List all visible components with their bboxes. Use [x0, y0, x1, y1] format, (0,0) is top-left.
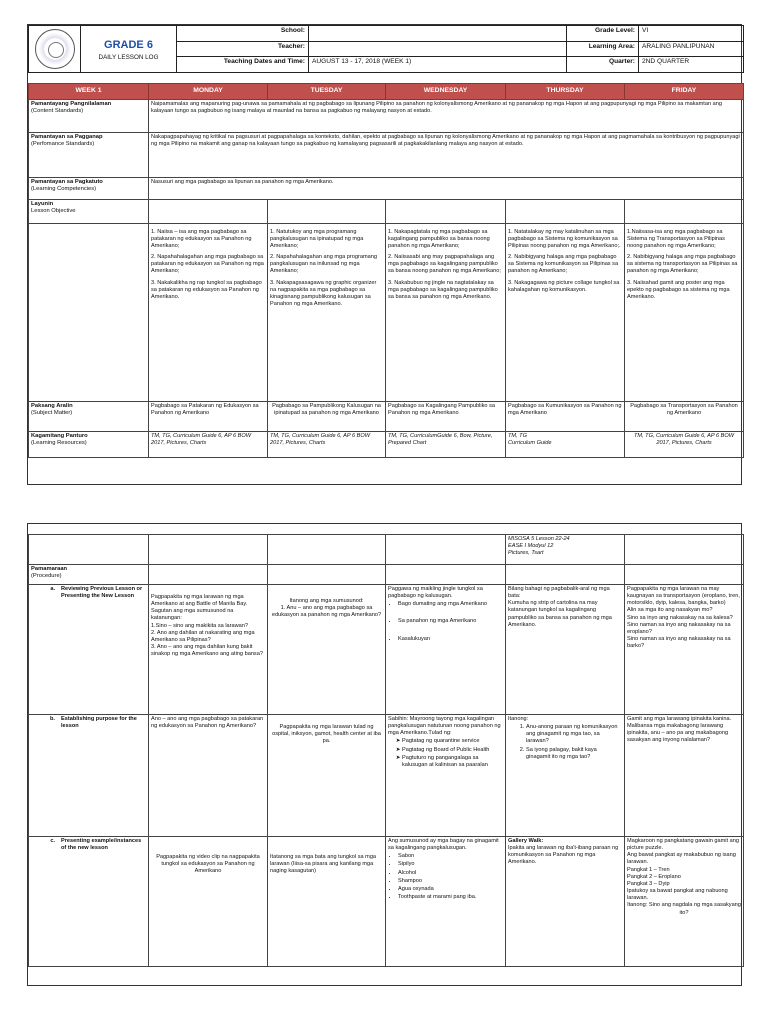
content-standards-row — [29, 99, 744, 132]
b-monday: Ano – ano ang mga pagbabago sa patakaran ng edukasyon sa Panahon ng Amerikano? — [149, 715, 268, 837]
resources-wednesday: TM, TG, CurriculumGuide 6, Bow, Picture, Prepared Chart — [386, 431, 506, 457]
quarter-value[interactable]: 2ND QUARTER — [639, 57, 744, 73]
row-label: Paksang Aralin (Subject Matter) — [29, 401, 149, 431]
procedure-table — [28, 534, 744, 967]
grade-title: GRADE 6 — [104, 39, 153, 52]
col-wednesday: WEDNESDAY — [386, 84, 506, 100]
subject-thursday: Pagbabago sa Kumunikasyon sa Panahon ng mga Amerikano — [506, 401, 625, 431]
page-1 — [27, 24, 742, 485]
c-thursday: Gallery Walk: Ipakita ang larawan ng iba't-ibang paraan ng komunikasyon sa Panahon ng mga Amerikano. — [506, 837, 625, 967]
b-thursday: Itanong: 1. Anu-anong paraan ng komunikasyon ang ginagamit ng mga tao, sa larawan? 2. Sa iyong palagay, bakit kaya ginagamit ito ng mga tao? — [506, 715, 625, 837]
objective-wednesday: 1. Nakapagtatala ng mga pagbabago sa kagalingang pampubliko sa bansa noong panahon ng mga Amerikano; 2. Naiisasabi ang may pagpapahalaga ang mga pagbabago sa kagalingang pampubliko sa bansa noong panahon ng mga Amerikano; 3. Nakabubuo ng jingle na nagtatalakay sa mga pagbabago sa kagalingang pampubliko sa bansa sa panahon ng mga Amerikano. — [386, 223, 506, 401]
title-block — [81, 26, 177, 73]
c-monday: Pagpapakita ng video clip na nagpapakita tungkol sa edukasyon sa Panahon ng Amerikano — [149, 837, 268, 967]
resources-tuesday: TM, TG, Curriculum Guide 6, AP 6 BOW 2017, Pictures, Charts — [268, 431, 386, 457]
dll-title: DAILY LESSON LOG — [98, 53, 159, 61]
b-tuesday: Pagpapakita ng mga larawan tulad ng ospital, iniksyon, gamot, health center at iba pa. — [268, 715, 386, 837]
objective-monday: 1. Naiisa – isa ang mga pagbabago sa patakaran ng edukasyon sa Panahon ng Amerikano; 2. Napahahalagahan ang mga pagbabago sa patakaran ng edukasyon sa Panahon ng mga Amerikano; 3. Nakakalikha ng rap tungkol sa pagbabago sa patakaran ng edukasyon sa Panahon ng Amerikano. — [149, 223, 268, 401]
dates-label: Teaching Dates and Time: — [177, 57, 309, 73]
col-thursday: THURSDAY — [506, 84, 625, 100]
row-label: Pamantayan sa Pagkatuto (Learning Competencies) — [29, 177, 149, 199]
col-monday: MONDAY — [149, 84, 268, 100]
header-table — [28, 25, 744, 73]
col-friday: FRIDAY — [625, 84, 744, 100]
row-label: Layunin Lesson Objective — [29, 199, 149, 223]
day-header-row — [29, 84, 744, 100]
procedure-b-row — [29, 715, 744, 837]
subject-matter-row — [29, 401, 744, 431]
c-wednesday: Ang sumusunod ay mga bagay na ginagamit sa kagalingang pangkalusugan. • Sabon • Sipilyo • Alcohol • Shampoo • Agua oxynada • Toothpaste at marami pang iba. — [386, 837, 506, 967]
dates-value[interactable]: AUGUST 13 - 17, 2018 (WEEK 1) — [309, 57, 567, 73]
competencies-row — [29, 177, 744, 199]
resources-row — [29, 431, 744, 457]
row-label: a. Reviewing Previous Lesson or Presenting the New Lesson — [29, 585, 149, 715]
objective-tuesday: 1. Natutukoy ang mga programang pangkalusugan na ipinatupad ng mga Amerikano; 2. Napahahalagahan ang mga programang pangkalusugan na inilunsad ng mga Amerikano; 3. Nakapagsasagawa ng graphic organizer na nagpapakita sa mga pagbabago sa kinagisnang pampublikong kalusugan sa Panahon ng mga Amerikano. — [268, 223, 386, 401]
subject-wednesday: Pagbabago sa Kagalingang Pampubliko sa Panahon ng mga Amerikano — [386, 401, 506, 431]
continued-resources-row — [29, 535, 744, 565]
resources-monday: TM, TG, Curriculum Guide 6, AP 6 BOW 2017, Pictures, Charts — [149, 431, 268, 457]
c-tuesday: Itatanong sa mga bata ang tungkol sa mga larawan (Iiisa-sa pisara ang kanilang mga naging kasagutan) — [268, 837, 386, 967]
b-wednesday: Sabihin: Mayroong tayong mga kagalingan pangkalusugan natutunan noong panahon ng mga Amerikano.Tulad ng: ➤ Pagtatag ng quarantine service ➤ Pagtatag ng Board of Public Health ➤ Pagtuturo ng pangangalaga sa kalusugan at kalinisan sa paaralan — [386, 715, 506, 837]
performance-standards-row — [29, 132, 744, 177]
objective-row — [29, 223, 744, 401]
b-friday: Gamit ang mga larawang ipinakita kanina. Malibansa mga makabagong larawang ipinakita, anu – ano pa ang makabagong sasakyan ang inyong nalalaman? — [625, 715, 744, 837]
row-label: Pamamaraan (Procedure) — [29, 565, 149, 585]
subject-tuesday: Pagbabago sa Pampublikong Kalusugan na ipinatupad sa panahon ng mga Amerikano — [268, 401, 386, 431]
row-label: b. Establishing purpose for the lesson — [29, 715, 149, 837]
competencies-text: Nasusuri ang mga pagbabago sa lipunan sa panahon ng mga Amerikano. — [149, 177, 744, 199]
teacher-value[interactable] — [309, 41, 567, 57]
a-monday: Pagpapakita ng mga larawan ng mga Amerikano at ang Battle of Manila Bay. Sagutan ang mga sumusunod na katanungan: 1.Sino – sino ang makikita sa larawan? 2. Ano ang dahilan at nakarating ang mga Amerikano sa Pilipinas? 3. Ano – ano ang mga dahilan kung bakit sinakop ng mga Amerikano ang ating bansa? — [149, 585, 268, 715]
quarter-label: Quarter: — [567, 57, 639, 73]
a-wednesday: Paggawa ng maikling jingle tungkol sa pagbabago ng kalusugan. • Bago dumating ang mga Amerikano • Sa panahon ng mga Amerikano • Kasalukuyan — [386, 585, 506, 715]
deped-seal — [29, 26, 81, 73]
school-value[interactable] — [309, 26, 567, 42]
teacher-label: Teacher: — [177, 41, 309, 57]
objective-thursday: 1. Natatalakay ng may katalinuhan sa mga pagbabago sa Sistema ng komunikasyon sa Pilipinas noong panahon ng mga Amerikano;. 2. Nabibigyang halaga ang mga pagbabago sa Sistema ng komunikasyon sa Pilipinas sa panahon ng Amerikano; 3. Nakagagawa ng picture collage tungkol sa kahalagahan ng komunikasyon. — [506, 223, 625, 401]
learning-area-value[interactable]: ARALING PANLIPUNAN — [639, 41, 744, 57]
grade-level-value[interactable]: VI — [639, 26, 744, 42]
performance-standards-text: Nakapagpapahayag ng kritikal na pagsusuri at pagpapahalaga sa konteksto, dahilan, epekto at pagbabago sa lipunan ng kolonyalismong Amerikano at ng pananakop ng mga Hapon at ang pagmamahala sa kontribusyon ng pagpupunyagi ng mga Pilipino na makamit ang ganap na kalayaan tungo sa pagkabuo ng kamalayang pagsasarili at pagkakakilanlang malaya ang nasyon at estado. — [149, 132, 744, 177]
c-friday: Magkaroon ng pangkatang gawain gamit ang picture puzzle. Ang bawat pangkat ay makabubuo ng isang larawan. Pangkat 1 – Tren Pangkat 2 – Eroplano Pangkat 3 – Dyip Ipatukoy sa bawat pangkat ang nabuong larawan. Itanong: Sino ang nagdala ng mga sasakyang ito? — [625, 837, 744, 967]
col-week: WEEK 1 — [29, 84, 149, 100]
objective-label-row — [29, 199, 744, 223]
lesson-table — [28, 83, 744, 458]
subject-monday: Pagbabago sa Patakaran ng Edukasyon sa Panahon ng Amerikano — [149, 401, 268, 431]
a-friday: Pagpapakita ng mga larawan na may kaugnayan sa transportasyon (eroplano, tren, motorsiklo, dyip, kalesa, bangka, barko) Alin sa mga ito ang nasakyan mo? Sino sa inyo ang nakasakay na sa kalesa? Sino naman sa inyo ang nakasakay na sa eroplano? Sino naman sa inyo ang nakasakay na sa barko? — [625, 585, 744, 715]
a-thursday: Bilang bahagi ng pagbabalik-aral ng mga bata: Kumuha ng strip of cartolina na may katanungan tungkol sa kagalingang pampubliko sa bansa sa panahon ng mga Amerikano. — [506, 585, 625, 715]
row-label: Pamantayang Pangnilalaman (Content Standards) — [29, 99, 149, 132]
seal-icon — [35, 29, 75, 69]
learning-area-label: Learning Area: — [567, 41, 639, 57]
procedure-a-row — [29, 585, 744, 715]
resources-thursday: TM, TG Curriculum Guide — [506, 431, 625, 457]
school-label: School: — [177, 26, 309, 42]
procedure-label-row — [29, 565, 744, 585]
a-tuesday: Itanong ang mga sumusunod: 1. Anu – ano ang mga pagbabago sa edukasyon sa panahon ng mga Amerikano? — [268, 585, 386, 715]
subject-friday: Pagbabago sa Transportasyon sa Panahon ng Amerikano — [625, 401, 744, 431]
grade-level-label: Grade Level: — [567, 26, 639, 42]
objective-friday: 1.Naiisasa-isa ang mga pagbabago sa Sistema ng Transportasyon sa Pilipinas noong panahon ng mga Amerikano; 2. Nabibigyang halaga ang mga pagbabago sa sistema ng transportasyon sa Pilipinas sa panahon ng mga Amerikano; 3. Naiisahad gamit ang poster ang mga epekto ng pagbabago sa sistema ng mga Amerikano. — [625, 223, 744, 401]
page-2 — [27, 523, 742, 986]
content-standards-text: Naipamamalas ang mapanuring pag-unawa sa pamamahala at ng pagbabago sa lipunang Pilipino sa panahon ng kolonyalismong Amerikano at ng pananakop ng mga Hapon at ang pagpupunyagi ng mga Pilipino sa makamtan ang kalayaan tungo sa pagbubuo ng isang malaya at maunlad na bansa sa pagkabuo ng malayang nasyon at estado. — [149, 99, 744, 132]
procedure-c-row — [29, 837, 744, 967]
resources-friday: TM, TG, Curriculum Guide 6, AP 6 BOW 2017, Pictures, Charts — [625, 431, 744, 457]
row-label: Kagamitang Panturo (Learning Resources) — [29, 431, 149, 457]
row-label: c. Presenting example/instances of the new lesson — [29, 837, 149, 967]
resources-thursday-more: MISOSA 5 Lesson 22-24 EASE I Modyul 12 Pictures, Tsart — [506, 535, 625, 565]
col-tuesday: TUESDAY — [268, 84, 386, 100]
row-label: Pamantayan sa Pagganap (Perfomance Standards) — [29, 132, 149, 177]
